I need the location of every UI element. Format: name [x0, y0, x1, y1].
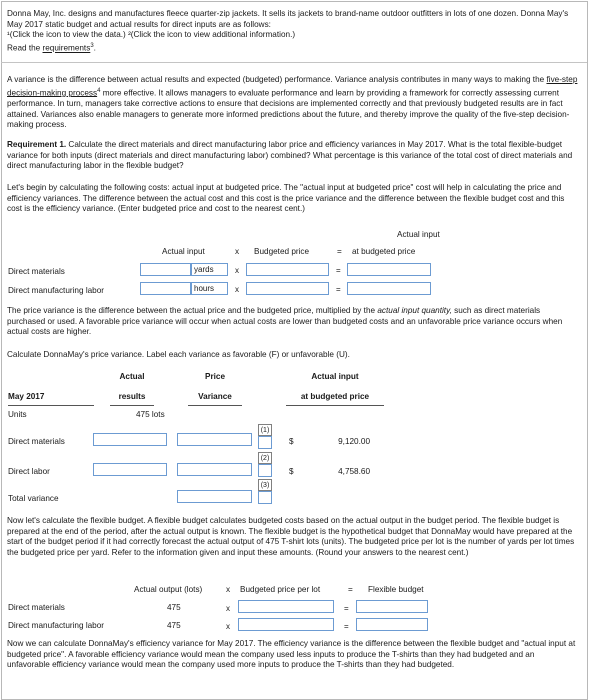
head-price: Price — [204, 372, 226, 381]
head-actual-input: Actual input — [311, 372, 359, 381]
section-divider — [1, 62, 587, 63]
dm-x: x — [235, 266, 239, 275]
row-label-direct-labor: Direct manufacturing labor — [8, 621, 105, 630]
units-value: 475 lots — [136, 410, 165, 419]
head-flexible-budget: Flexible budget — [368, 585, 424, 594]
five-step-process-link[interactable]: five-step decision-making process — [7, 75, 578, 98]
total-variance-field[interactable] — [177, 490, 252, 503]
head-at-budgeted: at budgeted price — [300, 392, 370, 401]
head-period: May 2017 — [8, 392, 45, 401]
dm-eq: = — [344, 604, 349, 613]
dm-eq: = — [336, 266, 341, 275]
requirement-1: Requirement 1. Calculate the direct materials and direct manufacturing labor price and efficiency variances in May 2017. What is the total flexible-budget variance for both inputs (direct materials and direct manufacturing labor) combined? What percentage is this variance of the total cost of direct materials and direct manufacturing labor in the flexible budget? — [7, 140, 573, 171]
head-x: x — [235, 247, 240, 256]
data-table-link[interactable]: ¹(Click the icon to view the data.) — [7, 30, 126, 39]
row-label-direct-materials: Direct materials — [8, 267, 65, 276]
dl-currency: $ — [289, 467, 294, 476]
variance-definition: A variance is the difference between actual results and expected (budgeted) performance. Variance analysis contributes in many ways to making the five-step decision-making process$^4$ more effective. It allows managers to evaluate performance and learn by providing a framework for correctly assessing current performance. In turn, managers take corrective actions to ensure that decisions are implemented correctly and that previously budgeted results are in fact attained. Variances also enable managers to generate more informed predictions about the future, and thereby improve the quality of the five-step decision-making process. — [7, 75, 578, 130]
flexible-budget-instructions: Now let's calculate the flexible budget. A flexible budget calculates budgeted costs based on the actual output in the budget period. The flexible budget is prepared at the end of the period, after the actual output is known. The flexible budget is the hypothetical budget that DonnaMay would have prepared at the start of the budget period if it had correctly forecast the actual output of 475 T-shirt lots (units). The budgeted price per lot is the number of yards per lot times the budgeted price per yard. Refer to the information given and input these amounts. (Round your answers to the nearest cent.) — [7, 516, 575, 557]
price-variance-definition: The price variance is the difference between the actual price and the budgeted price, multiplied by the actual input quantity, such as direct materials purchased or used. A favorable price variance will occur when actual costs are lower than budgeted costs and an unfavorable price variance occurs when actual costs are higher. — [7, 306, 563, 337]
total-marker: (3) — [258, 479, 272, 491]
head-underline — [188, 405, 242, 406]
head-eq: = — [348, 585, 353, 594]
dl-actual-at-budget-field[interactable] — [347, 282, 431, 295]
data-notes — [7, 30, 579, 41]
dm-actual-results-field[interactable] — [93, 433, 167, 446]
requirements-link[interactable]: requirements — [42, 43, 91, 53]
requirement-1-label: Requirement 1. — [7, 140, 67, 149]
calc-price-instructions: Calculate DonnaMay's price variance. Label each variance as favorable (F) or unfavorable (U). — [7, 350, 350, 359]
dl-x: x — [226, 622, 230, 631]
head-actual-output: Actual output (lots) — [134, 585, 203, 594]
head-underline — [8, 405, 94, 406]
dl-actual-input-field[interactable] — [140, 282, 191, 295]
dl-output-value: 475 — [167, 621, 181, 630]
dm-actual-input-field[interactable] — [140, 263, 191, 276]
dl-price-variance-field[interactable] — [177, 463, 252, 476]
head-actual: Actual — [119, 372, 145, 381]
dm-price-per-lot-field[interactable] — [238, 600, 334, 613]
row-label-direct-labor: Direct manufacturing labor — [8, 286, 105, 295]
dl-x: x — [235, 285, 239, 294]
intro-paragraph — [7, 9, 579, 30]
dl-eq: = — [336, 285, 341, 294]
dm-currency: $ — [289, 437, 294, 446]
head-actual-input: Actual input — [162, 247, 205, 256]
read-requirements-line: Read the requirements$^3$. — [7, 43, 96, 53]
efficiency-variance-instructions: Now we can calculate DonnaMay's efficiency variance for May 2017. The efficiency variance is the difference between the flexible budget and "actual input at budgeted price". A favorable efficiency variance would mean the company used less inputs to produce the T-shirts than they had budgeted and an unfavorable efficiency variance would mean the company used more inputs to produce the T-shirts than they had budgeted. — [7, 639, 576, 670]
total-variance-label: Total variance — [8, 494, 59, 503]
dm-budgeted-price-field[interactable] — [246, 263, 329, 276]
head-result-line1: Actual input — [397, 230, 440, 239]
head-x: x — [226, 585, 231, 594]
head-budgeted-price: Budgeted price — [254, 247, 310, 256]
dm-actual-at-budget-field[interactable] — [347, 263, 431, 276]
begin-instructions: Let's begin by calculating the following costs: actual input at budgeted price. The "actual input at budgeted price" cost will help in calculating the price and efficiency variances. The difference between the actual cost and this cost is the price variance and the difference between the flexible budget cost and this cost is the efficiency variance. (Enter budgeted price and cost to the nearest cent.) — [7, 183, 565, 214]
head-results: results — [118, 392, 146, 401]
intro-text: Donna May, Inc. designs and manufactures fleece quarter-zip jackets. It sells its jackets to brand-name outdoor outfitters in lots of one dozen. Donna May's May 2017 static budget and actual results for direct inputs are as follows: — [7, 9, 569, 29]
dm-x: x — [226, 604, 230, 613]
additional-info-link[interactable]: ²(Click the icon to view additional information.) — [128, 30, 296, 39]
dl-budgeted-price-field[interactable] — [246, 282, 329, 295]
dl-marker: (2) — [258, 452, 272, 464]
dl-unit-label: hours — [191, 282, 228, 295]
units-label: Units — [8, 410, 27, 419]
dm-marker: (1) — [258, 424, 272, 436]
head-price-per-lot: Budgeted price per lot — [240, 585, 321, 594]
dm-fu-select[interactable] — [258, 436, 272, 449]
head-underline — [286, 405, 384, 406]
row-label-direct-materials: Direct materials — [8, 437, 65, 446]
total-fu-select[interactable] — [258, 491, 272, 504]
dl-eq: = — [344, 622, 349, 631]
dm-unit-label: yards — [191, 263, 228, 276]
head-eq: = — [337, 247, 342, 256]
dl-flexible-budget-field[interactable] — [356, 618, 428, 631]
dm-actual-at-budget-value: 9,120.00 — [338, 437, 370, 446]
head-variance: Variance — [198, 392, 232, 401]
dl-fu-select[interactable] — [258, 464, 272, 477]
dm-flexible-budget-field[interactable] — [356, 600, 428, 613]
dl-actual-at-budget-value: 4,758.60 — [338, 467, 370, 476]
row-label-direct-materials: Direct materials — [8, 603, 65, 612]
dm-output-value: 475 — [167, 603, 181, 612]
dl-actual-results-field[interactable] — [93, 463, 167, 476]
row-label-direct-labor: Direct labor — [8, 467, 50, 476]
head-underline — [110, 405, 154, 406]
head-result-line2: at budgeted price — [352, 247, 416, 256]
dl-price-per-lot-field[interactable] — [238, 618, 334, 631]
dm-price-variance-field[interactable] — [177, 433, 252, 446]
